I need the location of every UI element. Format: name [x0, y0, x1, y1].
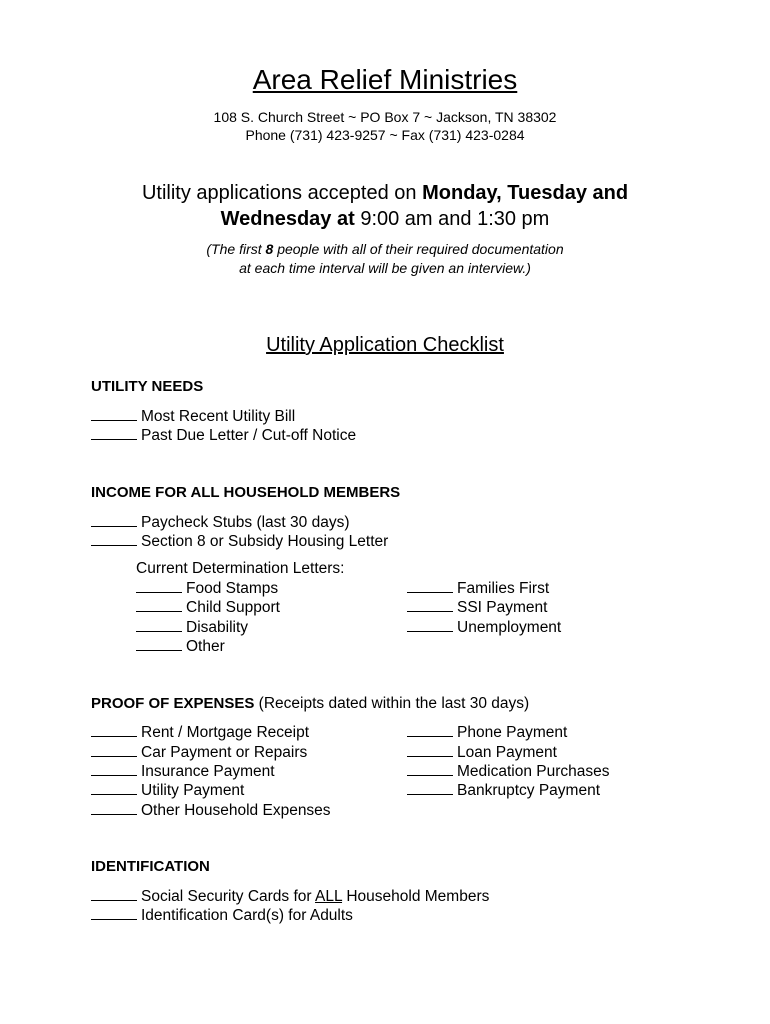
item-label: Families First: [457, 580, 550, 597]
blank-line: [91, 780, 137, 795]
income-heading: INCOME FOR ALL HOUSEHOLD MEMBERS: [91, 484, 401, 501]
item-label: Medication Purchases: [457, 763, 610, 780]
blank-line: [91, 512, 137, 527]
blank-line: [91, 425, 137, 440]
checklist-item: [136, 617, 248, 637]
item-label: Most Recent Utility Bill: [141, 408, 296, 425]
item-label: Insurance Payment: [141, 763, 275, 780]
blank-line: [407, 780, 453, 795]
checklist-item: [91, 905, 353, 925]
expenses-heading: [91, 695, 529, 713]
blank-line: [91, 742, 137, 757]
item-label: SSI Payment: [457, 599, 548, 616]
checklist-item: [91, 512, 350, 532]
blank-line: [407, 597, 453, 612]
blank-line: [136, 578, 182, 593]
checklist-item: [407, 578, 549, 598]
item-label-post: Household Members: [342, 888, 490, 905]
item-label: Identification Card(s) for Adults: [141, 907, 353, 924]
checklist-item: [91, 780, 244, 800]
checklist-item: [91, 531, 388, 551]
note-number: 8: [265, 241, 274, 257]
item-label: Phone Payment: [457, 724, 568, 741]
blank-line: [91, 905, 137, 920]
item-label: Car Payment or Repairs: [141, 744, 308, 761]
schedule-statement: [0, 180, 770, 232]
schedule-prefix: Utility applications accepted on: [141, 182, 423, 204]
item-label: Other Household Expenses: [141, 802, 331, 819]
checklist-item: [407, 722, 567, 742]
blank-line: [136, 597, 182, 612]
checklist-item: [136, 578, 278, 598]
determination-label: Current Determination Letters:: [136, 560, 345, 577]
item-label: Rent / Mortgage Receipt: [141, 724, 310, 741]
checklist-item: [91, 425, 356, 445]
blank-line: [407, 578, 453, 593]
checklist-item: [407, 780, 600, 800]
blank-line: [91, 531, 137, 546]
blank-line: [136, 636, 182, 651]
item-label: Bankruptcy Payment: [457, 782, 601, 799]
checklist-item: [407, 617, 561, 637]
expenses-heading-note: (Receipts dated within the last 30 days): [254, 695, 530, 712]
item-label: Section 8 or Subsidy Housing Letter: [141, 533, 389, 550]
checklist-item: [407, 597, 547, 617]
schedule-times: 9:00 am and 1:30 pm: [354, 208, 550, 230]
utility-needs-heading: UTILITY NEEDS: [91, 378, 204, 395]
blank-line: [407, 742, 453, 757]
item-label: Other: [186, 638, 225, 655]
identification-heading: IDENTIFICATION: [91, 858, 210, 875]
checklist-item: [91, 761, 275, 781]
checklist-item: [136, 636, 225, 656]
interview-note: [0, 240, 770, 278]
checklist-item: [407, 742, 557, 762]
blank-line: [91, 406, 137, 421]
blank-line: [91, 761, 137, 776]
checklist-title: Utility Application Checklist: [266, 334, 504, 356]
blank-line: [136, 617, 182, 632]
item-label: Past Due Letter / Cut-off Notice: [141, 427, 357, 444]
item-label: Paycheck Stubs (last 30 days): [141, 514, 350, 531]
blank-line: [91, 722, 137, 737]
checklist-item: [407, 761, 610, 781]
note-post: people with all of their required documentation: [273, 241, 564, 257]
address-line: 108 S. Church Street ~ PO Box 7 ~ Jackson, TN 38302: [213, 109, 557, 125]
checklist-item: [91, 886, 489, 906]
schedule-days-2: Wednesday at: [220, 208, 355, 230]
item-label: Disability: [186, 619, 249, 636]
checklist-item: [91, 742, 307, 762]
item-label: Utility Payment: [141, 782, 245, 799]
checklist-item: [136, 597, 280, 617]
blank-line: [91, 886, 137, 901]
checklist-item: [91, 800, 331, 820]
blank-line: [407, 761, 453, 776]
item-label: Child Support: [186, 599, 280, 616]
note-pre: (The first: [206, 241, 266, 257]
org-title: Area Relief Ministries: [252, 64, 518, 95]
item-label: Food Stamps: [186, 580, 279, 597]
checklist-item: [91, 406, 295, 426]
blank-line: [91, 800, 137, 815]
item-label-pre: Social Security Cards for: [141, 888, 316, 905]
item-label: Unemployment: [457, 619, 562, 636]
item-label: Loan Payment: [457, 744, 557, 761]
blank-line: [407, 722, 453, 737]
schedule-days: Monday, Tuesday and: [422, 182, 629, 204]
phone-fax-line: Phone (731) 423-9257 ~ Fax (731) 423-0284: [245, 127, 525, 143]
expenses-heading-bold: PROOF OF EXPENSES: [91, 695, 255, 712]
item-label-emphasis: ALL: [315, 888, 343, 905]
note-line2: at each time interval will be given an interview.): [239, 260, 531, 276]
checklist-item: [91, 722, 309, 742]
blank-line: [407, 617, 453, 632]
